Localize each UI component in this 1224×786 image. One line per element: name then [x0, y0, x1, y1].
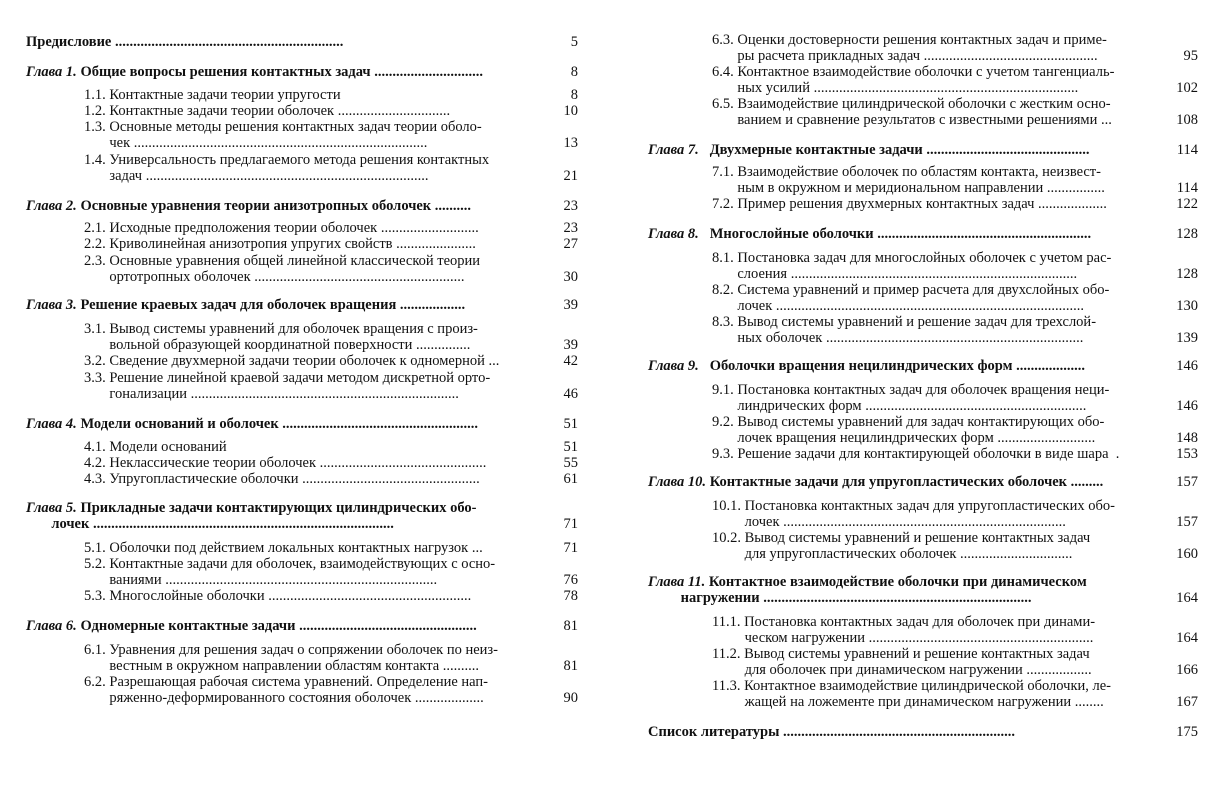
toc-chapter-line	[26, 500, 477, 516]
toc-chapter-label: Глава 5.	[26, 500, 77, 516]
toc-page-number: 27	[563, 236, 578, 252]
toc-entry-text: ряженно-деформированного состояния оболочек ...................	[84, 690, 484, 706]
toc-section-line	[712, 694, 1104, 710]
toc-chapter-label: Глава 8.	[648, 226, 699, 242]
toc-entry-text: ных усилий .........................................................................	[712, 80, 1079, 96]
toc-chapter-line	[648, 724, 1015, 740]
toc-entry-text: 2.1. Исходные предположения теории оболочек ...........................	[84, 220, 479, 236]
toc-entry-text: 4.3. Упругопластические оболочки .................................................	[84, 471, 480, 487]
toc-section-line	[712, 678, 1111, 694]
toc-entry-text: Одномерные контактные задачи .................................................	[80, 618, 477, 634]
toc-chapter-label: Глава 1.	[26, 64, 77, 80]
toc-chapter-label: Глава 4.	[26, 416, 77, 432]
toc-section-line	[712, 614, 1095, 630]
toc-section-line	[84, 556, 495, 572]
toc-page-number: 51	[563, 439, 578, 455]
toc-entry-text: Основные уравнения теории анизотропных оболочек ..........	[80, 198, 472, 214]
toc-page-number: 160	[1176, 546, 1198, 562]
toc-entry-text: 9.1. Постановка контактных задач для оболочек вращения неци-	[712, 382, 1110, 398]
toc-section-line	[84, 152, 489, 168]
toc-section-line	[712, 266, 1077, 282]
toc-entry-text: 9.2. Вывод системы уравнений для задач контактирующих обо-	[712, 414, 1105, 430]
toc-section-line	[712, 530, 1090, 546]
toc-section-line	[712, 80, 1078, 96]
toc-chapter-label: Глава 9.	[648, 358, 699, 374]
toc-page-number: 114	[1176, 180, 1198, 196]
toc-chapter-label: Глава 7.	[648, 142, 699, 158]
toc-entry-text: вольной образующей координатной поверхности ...............	[84, 337, 471, 353]
toc-page-number: 128	[1176, 226, 1198, 242]
toc-section-line	[712, 630, 1093, 646]
toc-section-line	[712, 430, 1095, 446]
toc-entry-text: 3.3. Решение линейной краевой задачи методом дискретной орто-	[84, 370, 491, 386]
toc-entry-text: линдрических форм .............................................................	[712, 398, 1087, 414]
toc-entry-text: Контактные задачи для упругопластических оболочек .........	[709, 474, 1104, 490]
toc-entry-text: для упругопластических оболочек ...............................	[712, 546, 1073, 562]
toc-entry-text: 3.1. Вывод системы уравнений для оболочек вращения с произ-	[84, 321, 478, 337]
toc-entry-text: нагружении ..........................................................................	[648, 590, 1032, 606]
toc-section-line	[712, 32, 1107, 48]
toc-page-number: 71	[563, 516, 578, 532]
toc-section-line	[84, 321, 478, 337]
toc-section-line	[84, 386, 459, 402]
toc-page-number: 39	[563, 337, 578, 353]
toc-entry-text: 1.4. Универсальность предлагаемого метода решения контактных	[84, 152, 490, 168]
toc-entry-text: ры расчета прикладных задач ................................................	[712, 48, 1098, 64]
toc-page-number: 78	[563, 588, 578, 604]
toc-entry-text: 6.4. Контактное взаимодействие оболочки с учетом тангенциаль-	[712, 64, 1115, 80]
toc-entry-text: 5.1. Оболочки под действием локальных контактных нагрузок ...	[84, 540, 483, 556]
toc-entry-text: ным в окружном и меридиональном направлении ................	[712, 180, 1105, 196]
toc-page-number: 23	[563, 220, 578, 236]
toc-section-line	[712, 48, 1098, 64]
toc-section-line	[84, 674, 488, 690]
toc-entry-text: 4.2. Неклассические теории оболочек ..............................................	[84, 455, 487, 471]
toc-entry-text: Многослойные оболочки ...........................................................	[702, 226, 1092, 242]
toc-entry-text: Оболочки вращения нецилиндрических форм ...................	[702, 358, 1086, 374]
toc-section-line	[712, 282, 1109, 298]
toc-entry-text: ортотропных оболочек ..........................................................	[84, 269, 465, 285]
toc-page-number: 30	[563, 269, 578, 285]
toc-entry-text: жащей на ложементе при динамическом нагружении ........	[712, 694, 1104, 710]
toc-section-line	[712, 330, 1083, 346]
toc-page-number: 175	[1176, 724, 1198, 740]
toc-chapter-line	[26, 618, 477, 634]
toc-entry-text: 4.1. Модели оснований	[84, 439, 227, 455]
toc-entry-text: задач ..............................................................................	[84, 168, 429, 184]
toc-page-number: 157	[1176, 474, 1198, 490]
toc-entry-text: гонализации ..........................................................................	[84, 386, 459, 402]
toc-entry-text: 2.3. Основные уравнения общей линейной классической теории	[84, 253, 481, 269]
toc-section-line	[84, 337, 470, 353]
toc-page-number: 76	[563, 572, 578, 588]
toc-entry-text: 8.2. Система уравнений и пример расчета для двухслойных обо-	[712, 282, 1110, 298]
toc-chapter-line	[26, 416, 478, 432]
toc-page-number: 166	[1176, 662, 1198, 678]
toc-section-line	[712, 96, 1111, 112]
toc-page-number: 102	[1176, 80, 1198, 96]
toc-section-line	[84, 220, 479, 236]
toc-entry-text: 5.3. Многослойные оболочки ........................................................	[84, 588, 472, 604]
toc-entry-text: 6.1. Уравнения для решения задач о сопряжении оболочек по неиз-	[84, 642, 498, 658]
toc-section-line	[712, 662, 1092, 678]
toc-entry-text: 6.2. Разрешающая рабочая система уравнений. Определение нап-	[84, 674, 489, 690]
toc-entry-text: 8.1. Постановка задач для многослойных оболочек с учетом рас-	[712, 250, 1112, 266]
toc-section-line	[84, 236, 476, 252]
toc-section-line	[84, 168, 428, 184]
toc-section-line	[84, 269, 464, 285]
toc-entry-text: 1.1. Контактные задачи теории упругости	[84, 87, 341, 103]
toc-entry-text: лочек ..............................................................................	[712, 514, 1066, 530]
toc-entry-text: чек .................................................................................	[84, 135, 428, 151]
toc-section-line	[712, 180, 1105, 196]
toc-section-line	[712, 398, 1086, 414]
toc-page-number: 61	[563, 471, 578, 487]
toc-section-line	[84, 658, 479, 674]
toc-entry-text: вестным в окружном направлении областям контакта ..........	[84, 658, 480, 674]
toc-entry-text: Общие вопросы решения контактных задач ..............................	[80, 64, 483, 80]
toc-section-line	[84, 353, 499, 369]
toc-entry-text: лочек ...................................................................................	[26, 516, 394, 532]
toc-section-line	[84, 135, 427, 151]
toc-page-number: 164	[1176, 590, 1198, 606]
toc-section-line	[712, 446, 1119, 462]
toc-chapter-label: Глава 2.	[26, 198, 77, 214]
toc-section-line	[712, 298, 1084, 314]
toc-section-line	[712, 414, 1104, 430]
toc-entry-text: 7.2. Пример решения двухмерных контактных задач ...................	[712, 196, 1107, 212]
toc-chapter-line	[648, 590, 1031, 606]
toc-page-number: 46	[563, 386, 578, 402]
toc-page-number: 13	[563, 135, 578, 151]
toc-page-number: 146	[1176, 358, 1198, 374]
toc-section-line	[84, 370, 490, 386]
toc-page-number: 23	[563, 198, 578, 214]
toc-entry-text: Решение краевых задач для оболочек вращения ..................	[80, 297, 466, 313]
toc-chapter-label: Глава 6.	[26, 618, 77, 634]
toc-page-number: 42	[563, 353, 578, 369]
toc-entry-text: ваниями ...........................................................................	[84, 572, 438, 588]
toc-entry-text: для оболочек при динамическом нагружении ..................	[712, 662, 1092, 678]
toc-page-number: 128	[1176, 266, 1198, 282]
toc-chapter-label: Глава 3.	[26, 297, 77, 313]
toc-chapter-label: Глава 10.	[648, 474, 707, 490]
toc-chapter-line	[26, 64, 483, 80]
toc-entry-text: лочек .....................................................................................	[712, 298, 1085, 314]
toc-entry-text: Двухмерные контактные задачи .............................................	[702, 142, 1090, 158]
toc-section-line	[712, 646, 1090, 662]
toc-entry-text: Прикладные задачи контактирующих цилиндрических обо-	[80, 500, 477, 516]
toc-page-number: 5	[570, 34, 578, 50]
toc-page-number: 164	[1176, 630, 1198, 646]
toc-section-line	[712, 64, 1114, 80]
toc-chapter-line	[26, 297, 465, 313]
toc-chapter-label: Глава 11.	[648, 574, 706, 590]
toc-section-line	[84, 455, 486, 471]
toc-page-number: 153	[1176, 446, 1198, 462]
toc-entry-text: слоения ...............................................................................	[712, 266, 1078, 282]
toc-entry-text: 11.1. Постановка контактных задач для оболочек при динами-	[712, 614, 1096, 630]
toc-page-number: 71	[563, 540, 578, 556]
toc-entry-text: Предисловие ...............................................................	[26, 34, 344, 50]
toc-section-line	[712, 112, 1112, 128]
toc-section-line	[84, 103, 450, 119]
toc-section-line	[84, 572, 437, 588]
toc-page-number: 139	[1176, 330, 1198, 346]
toc-section-line	[84, 471, 480, 487]
toc-entry-text: 11.3. Контактное взаимодействие цилиндрической оболочки, ле-	[712, 678, 1111, 694]
toc-entry-text: 10.1. Постановка контактных задач для упругопластических обо-	[712, 498, 1115, 514]
toc-section-line	[712, 546, 1072, 562]
toc-section-line	[84, 119, 482, 135]
toc-entry-text: 2.2. Криволинейная анизотропия упругих свойств ......................	[84, 236, 476, 252]
toc-page-number: 8	[570, 64, 578, 80]
toc-chapter-line	[26, 198, 471, 214]
toc-page-number: 95	[1183, 48, 1198, 64]
toc-section-line	[84, 690, 484, 706]
toc-entry-text: 9.3. Решение задачи для контактирующей оболочки в виде шара .	[712, 446, 1120, 462]
toc-entry-text: Список литературы ................................................................	[648, 724, 1016, 740]
toc-page-number: 90	[563, 690, 578, 706]
toc-section-line	[712, 196, 1107, 212]
toc-entry-text: ческом нагружении ..............................................................	[712, 630, 1094, 646]
toc-page-number: 167	[1176, 694, 1198, 710]
toc-entry-text: 10.2. Вывод системы уравнений и решение контактных задач	[712, 530, 1091, 546]
toc-entry-text: 5.2. Контактные задачи для оболочек, взаимодействующих с осно-	[84, 556, 496, 572]
toc-chapter-line	[648, 358, 1085, 374]
toc-section-line	[84, 588, 471, 604]
toc-entry-text: ванием и сравнение результатов с известными решениями ...	[712, 112, 1112, 128]
toc-entry-text: лочек вращения нецилиндрических форм ...........................	[712, 430, 1096, 446]
toc-entry-text: 6.5. Взаимодействие цилиндрической оболочки с жестким осно-	[712, 96, 1111, 112]
toc-page-number: 39	[563, 297, 578, 313]
toc-page-number: 114	[1176, 142, 1198, 158]
toc-entry-text: 3.2. Сведение двухмерной задачи теории оболочек к одномерной ...	[84, 353, 500, 369]
toc-entry-text: 8.3. Вывод системы уравнений и решение задач для трехслой-	[712, 314, 1097, 330]
toc-page-number: 157	[1176, 514, 1198, 530]
toc-page-number: 51	[563, 416, 578, 432]
toc-page-number: 8	[570, 87, 578, 103]
toc-section-line	[84, 540, 483, 556]
toc-entry-text: Модели оснований и оболочек ......................................................	[80, 416, 479, 432]
toc-page-number: 146	[1176, 398, 1198, 414]
toc-section-line	[84, 253, 480, 269]
toc-section-line	[712, 498, 1115, 514]
toc-entry-text: ных оболочек .......................................................................	[712, 330, 1084, 346]
toc-page-number: 108	[1176, 112, 1198, 128]
toc-chapter-line	[26, 516, 394, 532]
toc-section-line	[712, 382, 1109, 398]
toc-section-line	[84, 439, 227, 455]
toc-chapter-line	[26, 34, 343, 50]
toc-entry-text: 6.3. Оценки достоверности решения контактных задач и приме-	[712, 32, 1107, 48]
toc-page-number: 55	[563, 455, 578, 471]
toc-entry-text: 7.1. Взаимодействие оболочек по областям контакта, неизвест-	[712, 164, 1101, 180]
toc-section-line	[712, 514, 1066, 530]
toc-section-line	[712, 314, 1096, 330]
toc-section-line	[712, 250, 1111, 266]
toc-entry-text: Контактное взаимодействие оболочки при динамическом	[708, 574, 1087, 590]
toc-page-number: 81	[563, 658, 578, 674]
toc-page-number: 130	[1176, 298, 1198, 314]
toc-page-number: 10	[563, 103, 578, 119]
toc-entry-text: 1.2. Контактные задачи теории оболочек ...............................	[84, 103, 451, 119]
toc-page-number: 148	[1176, 430, 1198, 446]
toc-section-line	[84, 87, 341, 103]
toc-chapter-line	[648, 574, 1087, 590]
toc-page-number: 81	[563, 618, 578, 634]
toc-chapter-line	[648, 474, 1103, 490]
toc-entry-text: 1.3. Основные методы решения контактных задач теории оболо-	[84, 119, 482, 135]
toc-entry-text: 11.2. Вывод системы уравнений и решение контактных задач	[712, 646, 1090, 662]
toc-chapter-line	[648, 226, 1091, 242]
toc-page-number: 122	[1176, 196, 1198, 212]
toc-section-line	[712, 164, 1101, 180]
toc-chapter-line	[648, 142, 1090, 158]
toc-page-number: 21	[563, 168, 578, 184]
toc-section-line	[84, 642, 498, 658]
